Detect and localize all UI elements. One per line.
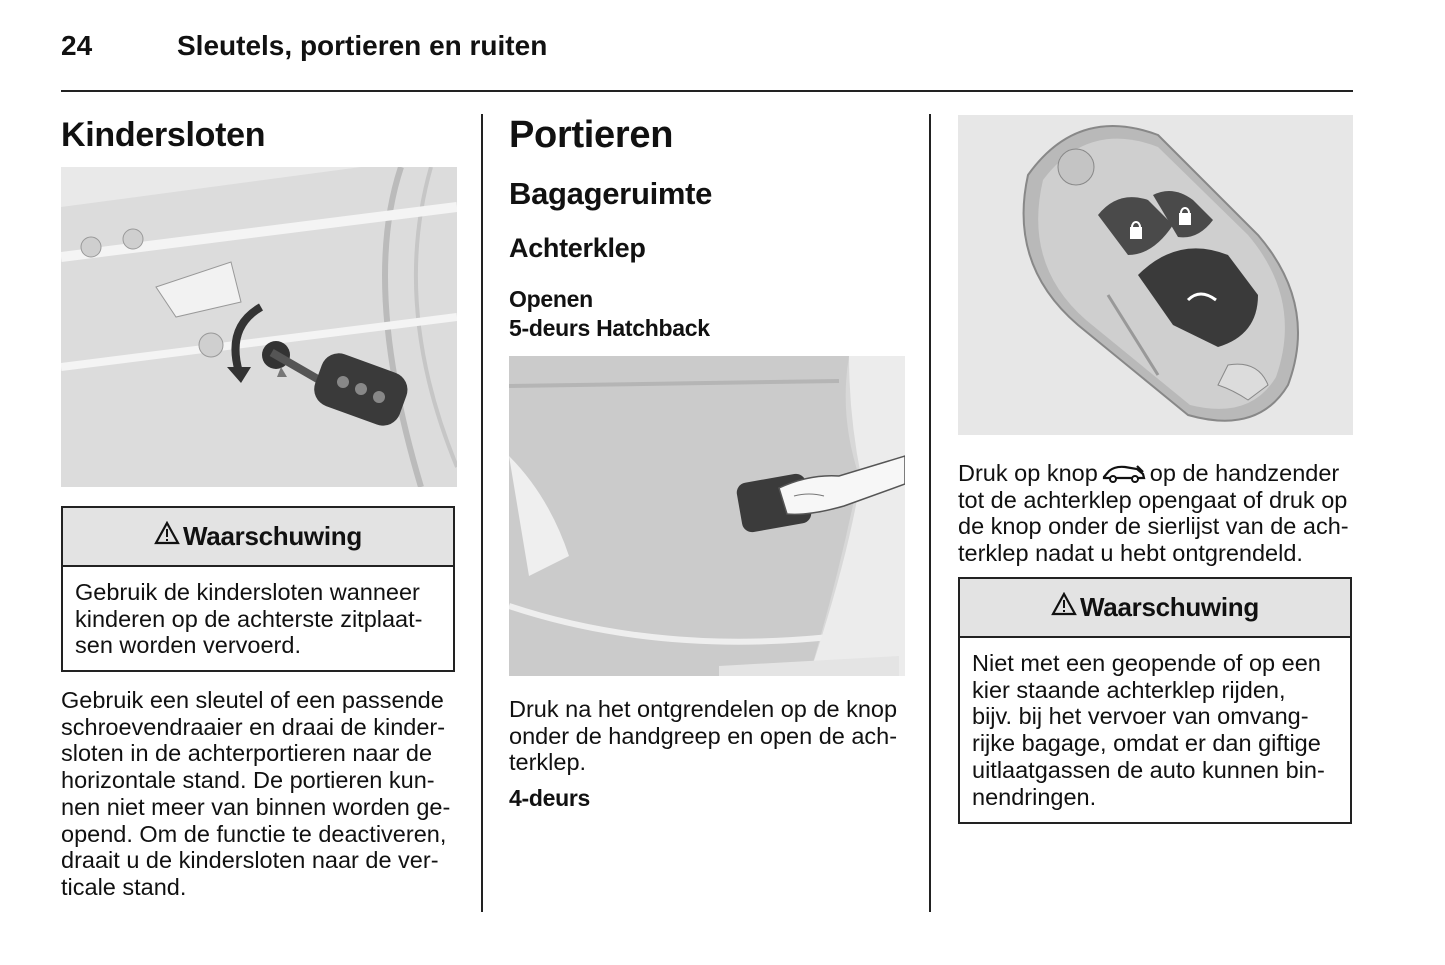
paragraph-line: Gebruik een sleutel of een passende [61,687,444,713]
remote-instructions [958,460,1349,567]
warning-triangle-icon [154,521,180,552]
paragraph-line: terklep nadat u hebt ontgrendeld. [958,540,1303,567]
remote-key-figure [958,115,1353,435]
child-lock-key-illustration [61,167,457,487]
paragraph-line: ticale stand. [61,873,187,900]
paragraph-line: nen niet meer van binnen worden ge- [61,793,451,820]
warning-box-tailgate [958,577,1352,824]
paragraph-line: horizontale stand. De portieren kun- [61,767,435,794]
tailgate-handle-illustration [509,356,905,676]
warning-line: kier staande achterklep rijden, [972,676,1286,703]
warning-line: nendringen. [972,783,1097,810]
warning-box-child-lock [61,506,455,672]
child-lock-figure [61,167,457,487]
section-title-kindersloten: Kindersloten [61,116,266,154]
subsection-title-bagageruimte: Bagageruimte [509,176,713,211]
paragraph-line: tot de achterklep opengaat of druk op [958,486,1348,513]
paragraph-line: de knop onder de sierlijst van de ach- [958,513,1349,540]
warning-line: uitlaatgassen de auto kunnen bin- [972,756,1325,783]
column-divider-1 [481,114,483,912]
warning-line: Niet met een geopende of op een [972,650,1321,676]
warning-line: bijv. bij het vervoer van omvang- [972,703,1309,730]
page-number: 24 [61,30,93,61]
tailgate-instructions [509,696,897,776]
warning-title: Waarschuwing [183,521,362,551]
paragraph-line: onder de handgreep en open de ach- [509,722,898,749]
chapter-title: Sleutels, portieren en ruiten [177,30,548,61]
tailgate-button-icon [1101,463,1147,485]
warning-line: rijke bagage, omdat er dan giftige [972,730,1321,757]
remote-key-illustration [958,115,1353,435]
subsection-title-achterklep: Achterklep [509,233,646,263]
tailgate-figure [509,356,905,676]
paragraph-line: schroevendraaier en draai de kinder- [61,713,446,740]
warning-text [63,567,453,659]
paragraph-line: sloten in de achterportieren naar de [61,740,433,767]
warning-triangle-icon [1051,592,1077,623]
section-title-portieren: Portieren [509,114,674,156]
heading-5-deurs-hatchback: 5-deurs Hatchback [509,315,710,341]
paragraph-line [958,460,1349,487]
child-lock-instructions [61,687,450,901]
paragraph-line: Druk na het ontgrendelen op de knop [509,696,898,722]
inline-text: op de handzender [1149,460,1340,486]
heading-openen: Openen [509,286,593,312]
warning-header [63,508,453,567]
warning-line: sen worden vervoerd. [75,632,301,659]
header-divider [61,90,1353,92]
column-divider-2 [929,114,931,912]
warning-text [960,638,1350,810]
warning-header [960,579,1350,638]
paragraph-line: draait u de kindersloten naar de ver- [61,847,439,874]
heading-4-deurs: 4-deurs [509,785,590,811]
paragraph-line: opend. Om de functie te deactiveren, [61,820,447,847]
warning-title: Waarschuwing [1080,592,1259,622]
inline-text: Druk op knop [958,460,1098,486]
paragraph-line: terklep. [509,749,587,776]
warning-line: kinderen op de achterste zitplaat- [75,605,423,632]
warning-line: Gebruik de kindersloten wanneer [75,579,420,605]
